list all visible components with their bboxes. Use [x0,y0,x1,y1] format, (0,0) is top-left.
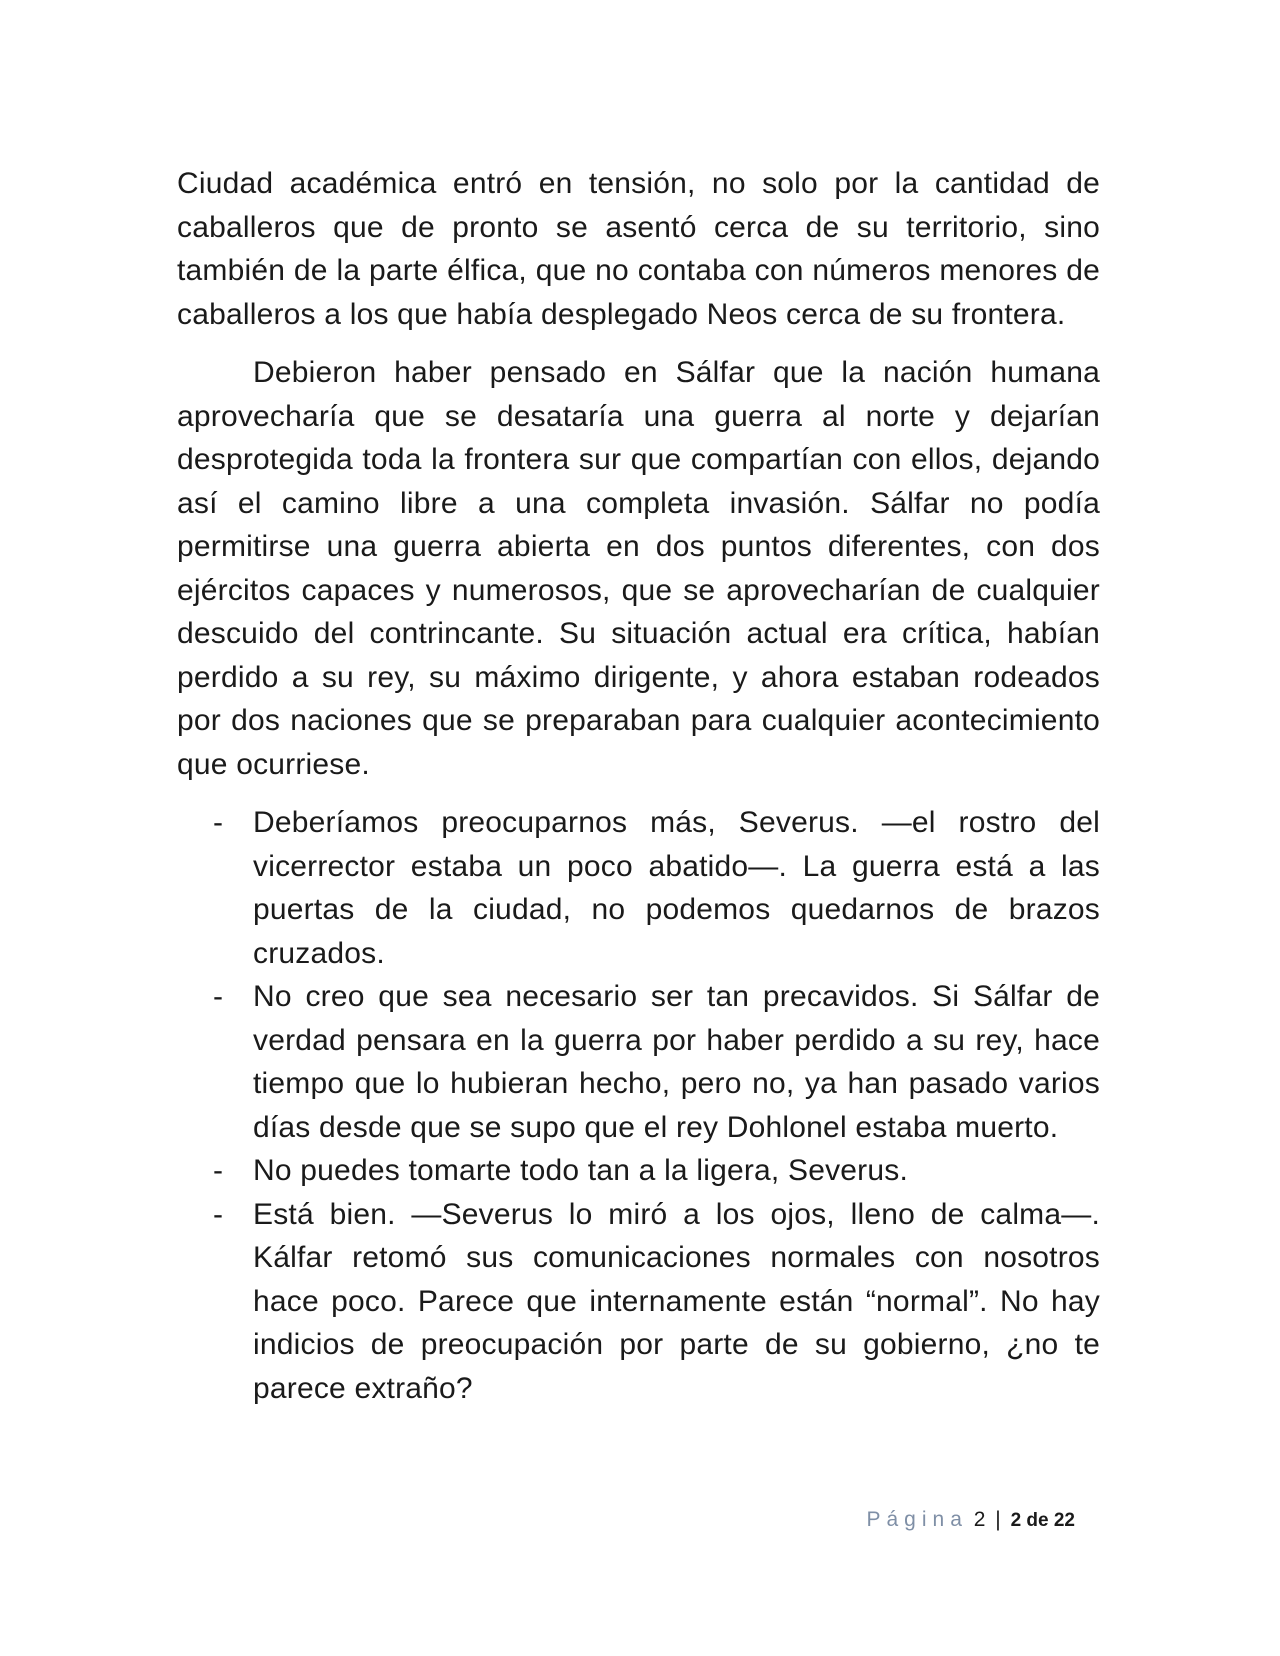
footer-page-number: 2 [973,1508,986,1531]
footer-separator: | [995,1508,1001,1531]
dialogue-list [177,801,1100,1410]
dialogue-text: No creo que sea necesario ser tan precavidos. Si Sálfar de verdad pensara en la guerra por haber perdido a su rey, hace tiempo que lo hubieran hecho, pero no, ya han pasado varios días desde que se supo que el rey Dohlonel estaba muerto. [253,980,1100,1144]
dialogue-line [177,801,1100,975]
dialogue-dash: - [213,806,224,839]
footer-page-label: Página [866,1508,968,1531]
dialogue-dash: - [213,1197,224,1231]
dialogue-dash: - [213,1154,224,1187]
dialogue-line [177,1193,1100,1411]
dialogue-text: Deberíamos preocuparnos más, Severus. —el rostro del vicerrector estaba un poco abatido—. La guerra está a las puertas de la ciudad, no podemos quedarnos de brazos cruzados. [253,806,1100,970]
document-body [177,162,1100,1410]
page-footer [0,1506,1075,1535]
dialogue-dash: - [213,980,224,1013]
paragraph-1: Ciudad académica entró en tensión, no solo por la cantidad de caballeros que de pronto se asentó cerca de su territorio, sino también de la parte élfica, que no contaba con números menores de caballeros a los que había desplegado Neos cerca de su frontera. [177,167,1100,331]
dialogue-line [177,975,1100,1149]
paragraph-2: Debieron haber pensado en Sálfar que la nación humana aprovecharía que se desataría una guerra al norte y dejarían desprotegida toda la frontera sur que compartían con ellos, dejando así el camino libre a una completa invasión. Sálfar no podía permitirse una guerra abierta en dos puntos diferentes, con dos ejércitos capaces y numerosos, que se aprovecharían de cualquier descuido del contrincante. Su situación actual era crítica, habían perdido a su rey, su máximo dirigente, y ahora estaban rodeados por dos naciones que se preparaban para cualquier acontecimiento que ocurriese. [177,356,1100,781]
footer-page-of-total: 2 de 22 [1010,1510,1075,1531]
dialogue-text: Está bien. —Severus lo miró a los ojos, lleno de calma—. Kálfar retomó sus comunicaciones normales con nosotros hace poco. Parece que internamente están “normal”. No hay indicios de preocupación por parte de su gobierno, ¿no te parece extraño? [253,1197,1100,1405]
dialogue-text: No puedes tomarte todo tan a la ligera, Severus. [253,1154,908,1187]
dialogue-line [177,1149,1100,1193]
